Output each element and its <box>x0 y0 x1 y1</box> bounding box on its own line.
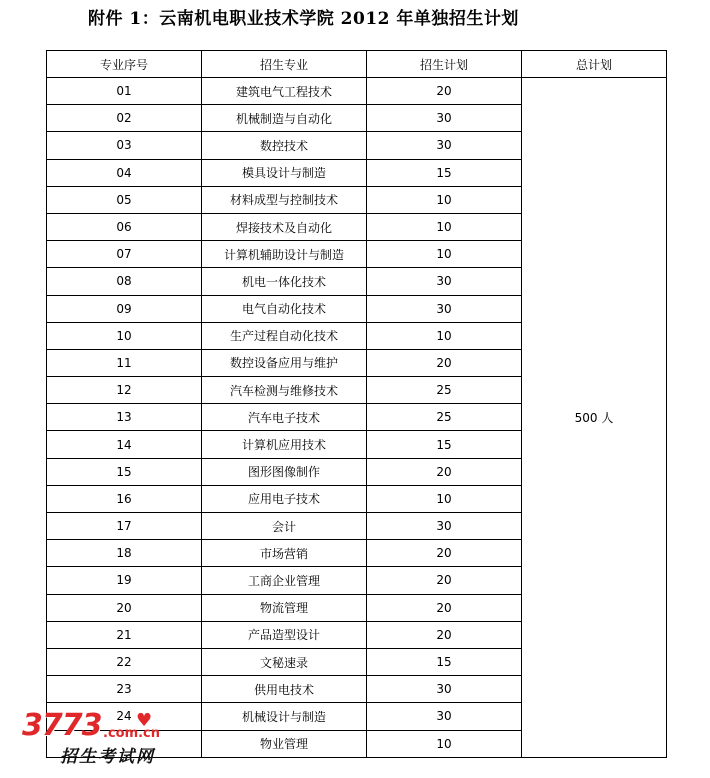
cell-plan: 20 <box>367 458 522 485</box>
cell-no: 06 <box>47 213 202 240</box>
cell-major: 生产过程自动化技术 <box>202 322 367 349</box>
cell-plan: 30 <box>367 513 522 540</box>
cell-major: 文秘速录 <box>202 648 367 675</box>
cell-plan: 20 <box>367 594 522 621</box>
cell-major: 会计 <box>202 513 367 540</box>
heart-icon: ♥ <box>136 710 153 731</box>
cell-no: 07 <box>47 241 202 268</box>
cell-major: 计算机辅助设计与制造 <box>202 241 367 268</box>
cell-plan: 15 <box>367 431 522 458</box>
cell-no: 20 <box>47 594 202 621</box>
logo-domain: .com.cn <box>103 726 161 741</box>
cell-no: 16 <box>47 485 202 512</box>
cell-no: 17 <box>47 513 202 540</box>
cell-plan: 20 <box>367 78 522 105</box>
cell-plan: 20 <box>367 621 522 648</box>
cell-no: 12 <box>47 377 202 404</box>
cell-no: 11 <box>47 349 202 376</box>
cell-major: 数控技术 <box>202 132 367 159</box>
cell-no: 04 <box>47 159 202 186</box>
cell-no: 08 <box>47 268 202 295</box>
cell-no: 15 <box>47 458 202 485</box>
cell-plan: 30 <box>367 105 522 132</box>
cell-major: 汽车检测与维修技术 <box>202 377 367 404</box>
cell-major: 机械制造与自动化 <box>202 105 367 132</box>
cell-major: 物流管理 <box>202 594 367 621</box>
cell-plan: 20 <box>367 567 522 594</box>
cell-no: 13 <box>47 404 202 431</box>
cell-plan: 30 <box>367 132 522 159</box>
cell-no: 05 <box>47 186 202 213</box>
cell-plan: 25 <box>367 404 522 431</box>
cell-no: 03 <box>47 132 202 159</box>
cell-major: 供用电技术 <box>202 676 367 703</box>
table-header-row <box>47 51 667 78</box>
cell-major: 电气自动化技术 <box>202 295 367 322</box>
cell-major: 市场营销 <box>202 540 367 567</box>
cell-plan: 25 <box>367 377 522 404</box>
cell-major: 焊接技术及自动化 <box>202 213 367 240</box>
table-row <box>47 78 667 105</box>
cell-plan: 10 <box>367 213 522 240</box>
header-plan: 招生计划 <box>367 51 522 78</box>
cell-plan: 20 <box>367 540 522 567</box>
cell-major: 数控设备应用与维护 <box>202 349 367 376</box>
cell-major: 工商企业管理 <box>202 567 367 594</box>
cell-major: 建筑电气工程技术 <box>202 78 367 105</box>
cell-no: 01 <box>47 78 202 105</box>
cell-plan: 15 <box>367 159 522 186</box>
cell-no: 02 <box>47 105 202 132</box>
cell-plan: 20 <box>367 349 522 376</box>
page-title: 附件 1：云南机电职业技术学院 2012 年单独招生计划 <box>88 9 519 29</box>
watermark-logo <box>18 708 168 776</box>
cell-no: 14 <box>47 431 202 458</box>
header-total: 总计划 <box>522 51 667 78</box>
cell-no: 18 <box>47 540 202 567</box>
cell-major: 计算机应用技术 <box>202 431 367 458</box>
cell-no: 19 <box>47 567 202 594</box>
cell-plan: 15 <box>367 648 522 675</box>
cell-plan: 30 <box>367 676 522 703</box>
cell-plan: 30 <box>367 703 522 730</box>
header-major: 招生专业 <box>202 51 367 78</box>
cell-no: 22 <box>47 648 202 675</box>
cell-no: 10 <box>47 322 202 349</box>
header-serial: 专业序号 <box>47 51 202 78</box>
cell-major: 汽车电子技术 <box>202 404 367 431</box>
cell-major: 模具设计与制造 <box>202 159 367 186</box>
cell-plan: 10 <box>367 322 522 349</box>
logo-tagline: 招生考试网 <box>60 747 155 767</box>
cell-major: 应用电子技术 <box>202 485 367 512</box>
cell-plan: 10 <box>367 730 522 757</box>
cell-major: 材料成型与控制技术 <box>202 186 367 213</box>
cell-plan: 10 <box>367 485 522 512</box>
cell-plan: 30 <box>367 295 522 322</box>
cell-major: 机电一体化技术 <box>202 268 367 295</box>
cell-plan: 30 <box>367 268 522 295</box>
enrollment-table <box>46 50 667 758</box>
cell-plan: 10 <box>367 186 522 213</box>
cell-no: 09 <box>47 295 202 322</box>
cell-major: 图形图像制作 <box>202 458 367 485</box>
cell-no: 23 <box>47 676 202 703</box>
cell-major: 产品造型设计 <box>202 621 367 648</box>
cell-no: 21 <box>47 621 202 648</box>
cell-major: 机械设计与制造 <box>202 703 367 730</box>
cell-total: 500 人 <box>522 78 667 758</box>
cell-no: 24 <box>47 703 202 730</box>
logo-number: 3773 <box>22 708 102 743</box>
cell-major: 物业管理 <box>202 730 367 757</box>
cell-plan: 10 <box>367 241 522 268</box>
